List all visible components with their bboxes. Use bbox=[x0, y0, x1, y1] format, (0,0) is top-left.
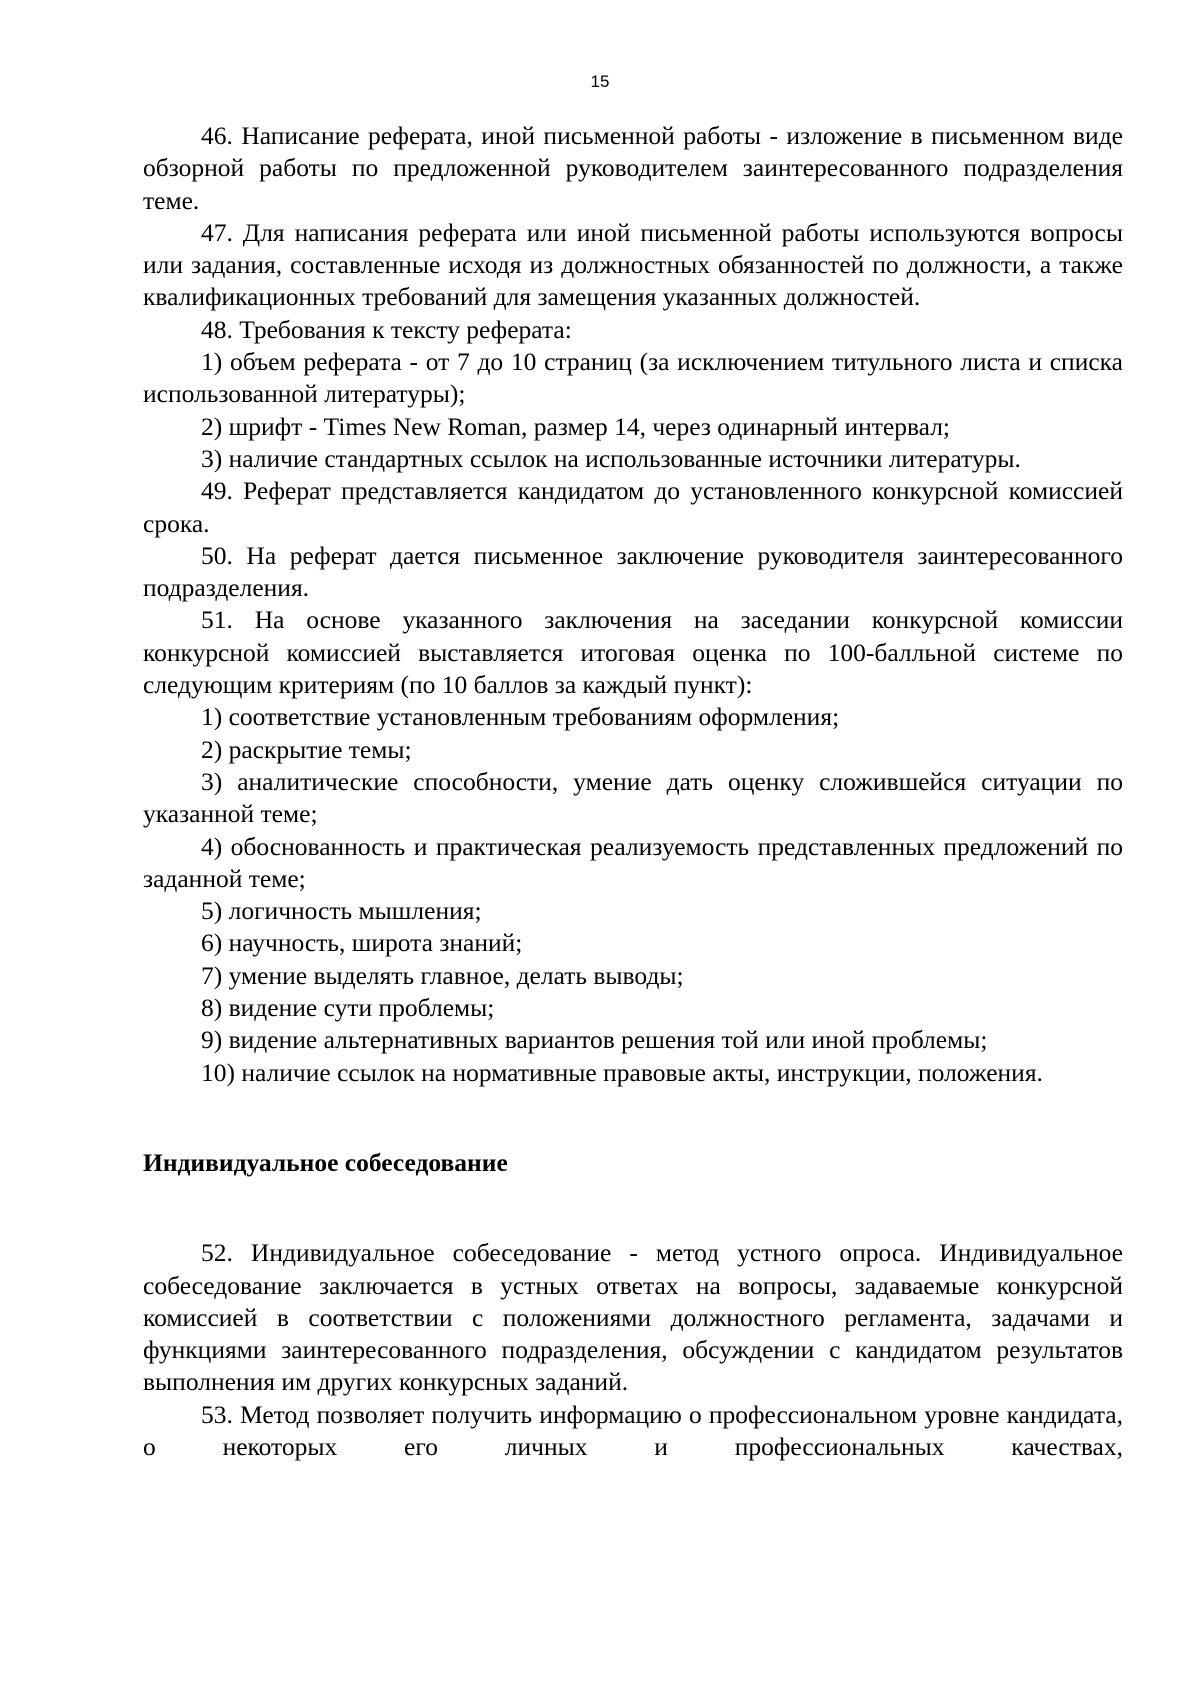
criteria-item-1: 1) соответствие установленным требованиям оформления; bbox=[201, 702, 840, 732]
list-item-48-1: 1) объем реферата - от 7 до 10 страниц (за исключением титульного листа и списка использованной литературы); bbox=[143, 347, 1123, 409]
criteria-item-6: 6) научность, широта знаний; bbox=[201, 928, 523, 958]
criteria-item-4: 4) обоснованность и практическая реализуемость представленных предложений по заданной теме; bbox=[143, 831, 1123, 893]
page-number: 15 bbox=[590, 72, 610, 91]
document-body bbox=[143, 120, 1123, 1463]
paragraph-48: 48. Требования к тексту реферата: bbox=[201, 314, 572, 344]
criteria-item-10: 10) наличие ссылок на нормативные правовые акты, инструкции, положения. bbox=[201, 1057, 1043, 1087]
criteria-item-3: 3) аналитические способности, умение дать оценку сложившейся ситуации по указанной теме; bbox=[143, 766, 1123, 829]
list-item-48-2: 2) шрифт - Times New Roman, размер 14, через одинарный интервал; bbox=[201, 411, 951, 441]
criteria-item-7: 7) умение выделять главное, делать выводы; bbox=[201, 960, 684, 990]
paragraph-51: 51. На основе указанного заключения на заседании конкурсной комиссии конкурсной комиссией выставляется итоговая оценка по 100-балльной системе по следующим критериям (по 10 баллов за каждый пункт): bbox=[143, 605, 1123, 700]
criteria-item-8: 8) видение сути проблемы; bbox=[201, 993, 495, 1023]
criteria-item-5: 5) логичность мышления; bbox=[201, 896, 482, 926]
paragraph-47: 47. Для написания реферата или иной письменной работы используются вопросы или задания, составленные исходя из должностных обязанностей по должности, а также квалификационных требований для замещения указанных должностей. bbox=[143, 217, 1123, 312]
paragraph-50: 50. На реферат дается письменное заключение руководителя заинтересованного подразделения. bbox=[143, 540, 1123, 603]
criteria-item-2: 2) раскрытие темы; bbox=[201, 734, 412, 764]
paragraph-53: 53. Метод позволяет получить информацию о профессиональном уровне кандидата, о некоторых его личных и профессиональных качествах, bbox=[143, 1399, 1123, 1461]
list-item-48-3: 3) наличие стандартных ссылок на использованные источники литературы. bbox=[201, 443, 1021, 473]
paragraph-52: 52. Индивидуальное собеседование - метод устного опроса. Индивидуальное собеседование заключается в устных ответах на вопросы, задаваемые конкурсной комиссией в соответствии с положениями должностного регламента, задачами и функциями заинтересованного подразделения, обсуждении с кандидатом результатов выполнения им других конкурсных заданий. bbox=[143, 1238, 1123, 1397]
paragraph-49: 49. Реферат представляется кандидатом до установленного конкурсной комиссией срока. bbox=[143, 476, 1123, 538]
section-title: Индивидуальное собеседование bbox=[143, 1147, 508, 1177]
paragraph-46: 46. Написание реферата, иной письменной работы - изложение в письменном виде обзорной работы по предложенной руководителем заинтересованного подразделения теме. bbox=[143, 121, 1123, 215]
criteria-item-9: 9) видение альтернативных вариантов решения той или иной проблемы; bbox=[201, 1025, 988, 1055]
